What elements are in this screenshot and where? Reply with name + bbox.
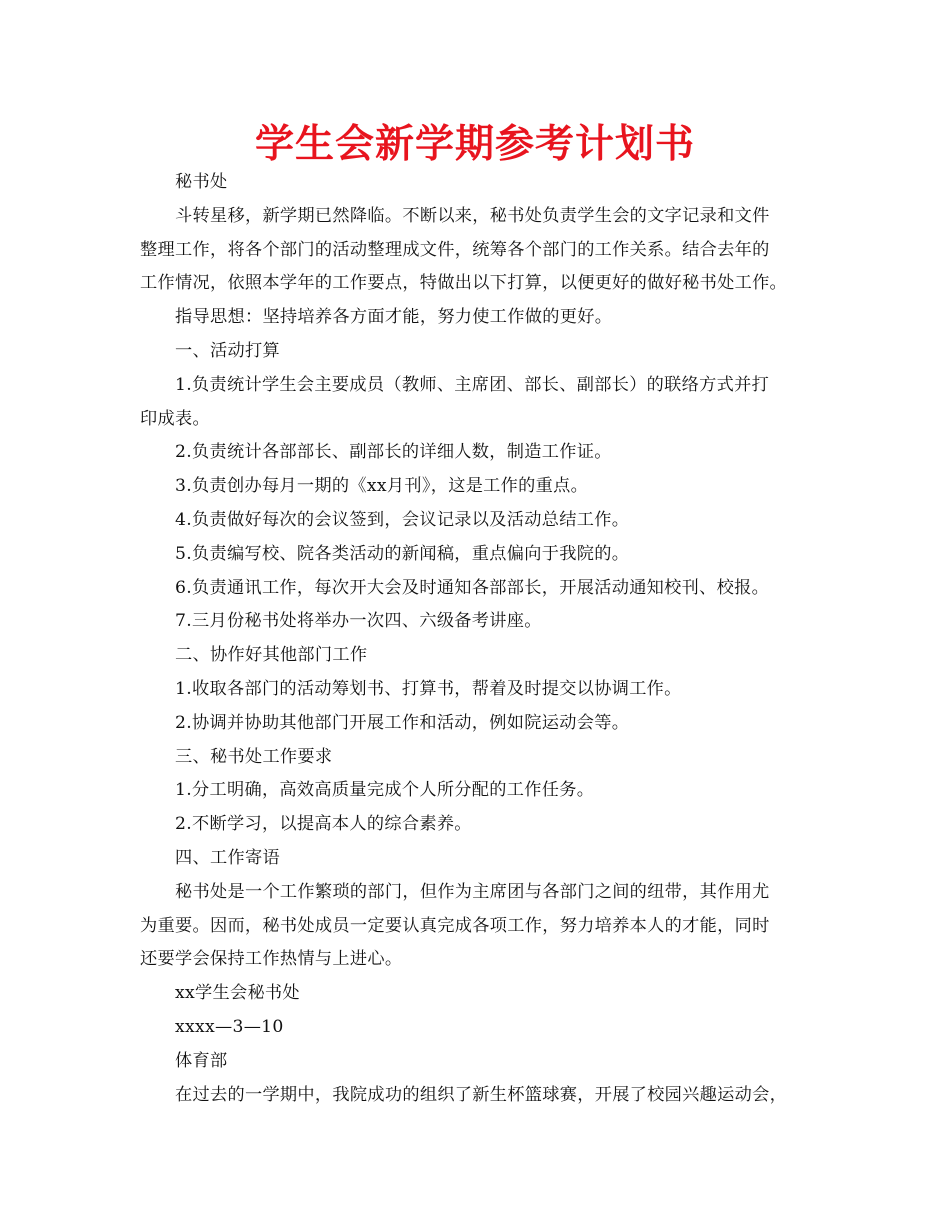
paragraph-line: 1.分工明确，高效高质量完成个人所分配的工作任务。 bbox=[175, 780, 595, 801]
paragraph-line: 7.三月份秘书处将举办一次四、六级备考讲座。 bbox=[175, 611, 542, 632]
section-heading: 体育部 bbox=[175, 1050, 228, 1071]
date-line: xxxx—3—10 bbox=[175, 1016, 284, 1037]
paragraph-line: 工作情况，依照本学年的工作要点，特做出以下打算，以便更好的做好秘书处工作。 bbox=[140, 273, 788, 294]
paragraph-line: 2.不断学习，以提高本人的综合素养。 bbox=[175, 814, 472, 835]
paragraph-line: 1.收取各部门的活动筹划书、打算书，帮着及时提交以协调工作。 bbox=[175, 678, 682, 699]
paragraph-line: 在过去的一学期中，我院成功的组织了新生杯篮球赛，开展了校园兴趣运动会， bbox=[175, 1084, 788, 1105]
section-heading: 四、工作寄语 bbox=[175, 847, 280, 868]
document-body bbox=[140, 166, 830, 1112]
paragraph-line: 1.负责统计学生会主要成员（教师、主席团、部长、副部长）的联络方式并打 bbox=[175, 374, 770, 395]
paragraph-line: 秘书处是一个工作繁琐的部门，但作为主席团与各部门之间的纽带，其作用尤 bbox=[175, 881, 770, 902]
paragraph-line: 指导思想：坚持培养各方面才能，努力使工作做的更好。 bbox=[175, 307, 613, 328]
paragraph-line: 2.协调并协助其他部门开展工作和活动，例如院运动会等。 bbox=[175, 712, 630, 733]
section-heading: 三、秘书处工作要求 bbox=[175, 746, 333, 767]
paragraph-line: 整理工作，将各个部门的活动整理成文件，统筹各个部门的工作关系。结合去年的 bbox=[140, 239, 770, 260]
paragraph-line: 为重要。因而，秘书处成员一定要认真完成各项工作，努力培养本人的才能，同时 bbox=[140, 915, 770, 936]
paragraph-line: 2.负责统计各部部长、副部长的详细人数，制造工作证。 bbox=[175, 442, 612, 463]
paragraph-line: 斗转星移，新学期已然降临。不断以来，秘书处负责学生会的文字记录和文件 bbox=[175, 205, 770, 226]
section-heading: 一、活动打算 bbox=[175, 340, 280, 361]
paragraph-line: 5.负责编写校、院各类活动的新闻稿，重点偏向于我院的。 bbox=[175, 543, 630, 564]
paragraph-line: 秘书处 bbox=[175, 172, 228, 192]
paragraph-line: 4.负责做好每次的会议签到，会议记录以及活动总结工作。 bbox=[175, 509, 630, 530]
paragraph-line: 6.负责通讯工作，每次开大会及时通知各部部长，开展活动通知校刊、校报。 bbox=[175, 577, 770, 598]
section-heading: 二、协作好其他部门工作 bbox=[175, 645, 368, 666]
signature-line: xx学生会秘书处 bbox=[175, 983, 300, 1004]
paragraph-line: 3.负责创办每月一期的《xx月刊》，这是工作的重点。 bbox=[175, 476, 589, 497]
paragraph-line: 印成表。 bbox=[140, 408, 210, 429]
document-title: 学生会新学期参考计划书 bbox=[254, 121, 695, 167]
paragraph-line: 还要学会保持工作热情与上进心。 bbox=[140, 949, 403, 970]
